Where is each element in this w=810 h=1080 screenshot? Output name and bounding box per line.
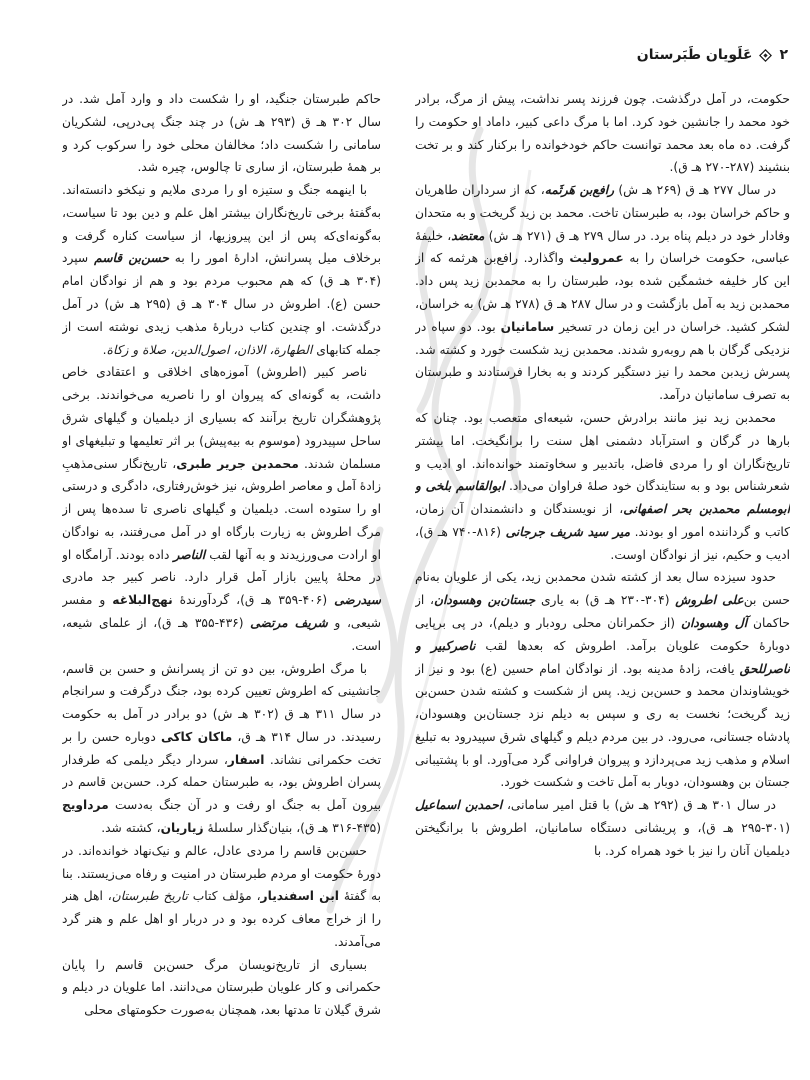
text-run: یافت، زادهٔ مدینه بود. از نوادگان امام حسین (ع) بود و نیز از خویشاوندان محمد و حسن‌بن زید. پس از شکست و کشته شدن حسن‌بن زید گریخت؛ نخست به ری و سپس به دیلم نزد جستان‌بن وهسودان، پادشاه جستانی، می‌رود. در بین مردم دیلم و گیلهای شرق سپیدرود به تبلیغ اسلام و مذهب زید می‌پردازد و پیروان فراوانی گرد می‌آورد. او با پشتیبانی جستان بن وهسودان، دوبار به آمل تاخت و شکست خورد.: [415, 661, 790, 790]
bold-term: احمدبن اسماعیل: [415, 798, 503, 813]
bold-term: شریف مرتضی: [250, 615, 328, 630]
paragraph: [62, 361, 381, 657]
text-run: ، مؤلف کتاب: [187, 889, 261, 904]
bold-term: معتضد: [451, 228, 485, 243]
text-run: و مفسر شیعی، و: [62, 593, 381, 630]
bold-term: مرداویج: [62, 798, 109, 813]
text-run: ، خلیفهٔ عباسی، حکومت خراسان را به: [415, 228, 790, 266]
bold-term: عمرولیث: [569, 251, 624, 266]
text-run: (۴۳۶-۳۵۵ هـ ق)، از علمای شیعه، است.: [62, 615, 381, 653]
bold-term: رافع‌بن هَرثَمه: [544, 183, 615, 198]
bold-term: آل وهسودان: [681, 615, 748, 630]
text-run: حدود سیزده سال بعد از کشته شدن محمدبن زید، یکی از علویان به‌نام حسن بن‌: [415, 570, 790, 608]
left-column: [62, 88, 381, 1056]
bold-term: ماکان کاکی: [160, 729, 233, 744]
text-run: ، تاریخ‌نگار سنی‌مذهبِ زادهٔ آمل و معاصر اطروش، نیز خوش‌رفتاری، دادگری و درستی او را ستوده است. دیلمیان و گیلهای ناصری تا سده‌ها پس از مرگ اطروش به زیارت بارگاه او در آمل می‌رفتند، به نوادگان او ارادت می‌ورزیدند و به آنها لقب: [62, 456, 381, 562]
bold-term: اسفار: [227, 752, 265, 767]
text-run: واگذارد. رافع‌بن هرثمه که از این کار خلیفه خشمگین شده بود، طبرستان را به محمدبن زید پس داد. محمدبن زید به آمل بازگشت و در سال ۲۸۷ هـ ق (۲۷۸ هـ ش) به خراسان، لشکر کشید. خراسان در این زمان در تسخیر: [415, 251, 790, 334]
text-run: بسیاری از تاریخ‌نویسان مرگ حسن‌بن قاسم را پایان حکمرانی و کار علویان طبرستان می‌دانند. اما علویان در دیلم و شرق گیلان تا مدتها بعد، همچنان به‌صورت حکومتهای محلی: [62, 957, 381, 1018]
running-title: عَلَویان طَبَرستان: [636, 47, 753, 63]
paragraph: [415, 566, 790, 794]
paragraph: [415, 407, 790, 566]
text-run: ، کشته شد.: [101, 821, 161, 835]
paragraph: [62, 954, 381, 1022]
bold-term: نهج‌البلاغه: [112, 593, 173, 608]
bold-term: علی اطروش: [675, 593, 744, 608]
text-run: بود. دو سپاه در نزدیکی گرگان با هم روبه‌رو شدند. محمدبن زید شکست خورد و کشته شد. پسرش زیدبن محمد را نیز دستگیر کردند و به بخارا فرستادند و طبرستان به تصرف سامانیان درآمد.: [415, 319, 790, 403]
text-run: ، که از سرداران طاهریان و حاکم خراسان بود، به طبرستان تاخت. محمد بن زید گریخت و به متحدان وفادار خود در دیلم پناه برد. در سال ۲۷۹ هـ ق (۲۷۱ هـ ش): [415, 183, 790, 243]
diamond-icon: [760, 49, 773, 62]
paragraph: [62, 88, 381, 179]
text-columns: [62, 88, 790, 1056]
paragraph: [62, 658, 381, 840]
bold-term: ابوالقاسم بلخی و ابومسلم محمدبن بحر اصفهانی: [415, 479, 790, 517]
bold-term: جستان‌بن وهسودان: [434, 593, 536, 608]
bold-term: سیدرضی: [334, 593, 381, 608]
italic-term: الطهارة، الاذان، اصول‌الدین، صلاة و زکاة: [106, 342, 313, 357]
text-run: حکومت، در آمل درگذشت. چون فرزند پسر نداشت، پیش از مرگ، برادر خود محمد را جانشین خود کرد. اما با مرگ داعی کبیر، داماد او حکومت را گرفت. ده ماه بعد محمد توانست حاکم خودخوانده را برکنار کند و بر تخت بنشیند (۲۸۷-۲۷۰ هـ ق).: [415, 92, 790, 175]
paragraph: [415, 88, 790, 179]
text-run: (۳۰۱-۲۹۵ هـ ق)، و پریشانی دستگاه سامانیان، اطروش با برانگیختن دیلمیان آنان را نیز با خود همراه کرد. با: [415, 821, 790, 858]
bold-term: زیاریان: [160, 821, 204, 835]
text-run: در سال ۳۰۱ هـ ق (۲۹۲ هـ ش) با قتل امیر سامانی،: [502, 798, 777, 813]
text-run: ناصر کبیر (اطروش) آموزه‌های اخلاقی و اعتقادی خاص داشت، به گونه‌ای که پیروان او را ناصریه می‌خواندند. برخی پژوهشگران تاریخ برآنند که بسیاری از دیلمیان و گیلهای شرق ساحل سپیدرود (موسوم به بیه‌پیش) بر اثر تعلیمها و تبلیغهای او مسلمان شدند.: [62, 365, 381, 471]
right-column: [415, 88, 790, 1056]
text-run: محمدبن زید نیز مانند برادرش حسن، شیعه‌ای متعصب بود. چنان که بارها در گرگان و استرآباد دشمنی اهل سنت را برانگیخت. اما بیشتر تاریخ‌نگاران او را مردی فاضل، باتدبیر و سخاوتمند خوانده‌اند. او ادیب و شعرشناس بود و به ستایندگان خود صلهٔ فراوان می‌داد.: [415, 410, 790, 494]
text-run: حاکم طبرستان جنگید، او را شکست داد و وارد آمل شد. در سال ۳۰۲ هـ ق (۲۹۳ هـ ش) در چند جنگ پی‌درپی، لشکریان سامانی را شکست داد؛ مخالفان محلی خود را سرکوب کرد و بر همهٔ طبرستان، از ساری تا چالوس، چیره شد.: [62, 92, 381, 175]
bold-term: ناصرکبیر و ناصرللحق: [415, 638, 790, 676]
text-run: دوباره حسن را بر تخت حکمرانی نشاند.: [62, 729, 381, 767]
text-run: در سال ۲۷۷ هـ ق (۲۶۹ هـ ش): [614, 183, 776, 198]
text-run: حسن‌بن قاسم را مردی عادل، عالم و نیک‌نهاد خوانده‌اند. در دورهٔ حکومت او مردم طبرستان در امنیت و رفاه می‌زیستند. بنا به گفتهٔ: [62, 843, 381, 904]
text-run: با مرگ اطروش، بین دو تن از پسرانش و حسن بن قاسم، جانشینی که اطروش تعیین کرده بود، جنگ درگرفت و سرانجام در سال ۳۱۱ هـ ق (۳۰۲ هـ ش) دو برادر در آمل به حکومت رسیدند. در سال ۳۱۴ هـ ق،: [62, 661, 381, 744]
text-run: با اینهمه جنگ و ستیزه او را مردی ملایم و نیکخو دانسته‌اند. به‌گفتهٔ برخی تاریخ‌نگاران بیشتر اهل علم و دین بود تا سیاست، به‌گونه‌ای‌که پس از این پیروزیها، از سیاست کناره گرفت و برخلاف میل پسرانش، ادارهٔ امور را به: [62, 183, 381, 266]
italic-term: تاریخ طبرستان: [111, 889, 188, 904]
text-run: (۸۱۶-۷۴۰ هـ ق)، ادیب و حکیم، نیز از نوادگان اوست.: [415, 524, 790, 562]
bold-term: الناصر: [173, 547, 206, 562]
text-run: (از حکمرانان محلی رودبار و دیلم)، در پی برپایی دوبارهٔ حکومت علویان برآمد. اطروش که بعدها لقب: [415, 615, 790, 653]
text-run: (۳۰۴-۲۳۰ هـ ق) به یاری: [535, 593, 676, 608]
text-run: ، سردار دیگر دیلمی که طرفدار پسران اطروش بود، به طبرستان حمله کرد. حسن‌بن قاسم در بیرون آمل به جنگ او رفت و در آن جنگ به‌دست: [62, 752, 381, 813]
text-run: داده بودند. آرامگاه او در محلهٔ پایین بازار آمل قرار دارد. ناصر کبیر جد مادری: [62, 547, 381, 585]
text-run: ، از حاکمان: [415, 593, 790, 630]
bold-term: میر سید شریف جرجانی: [505, 524, 631, 539]
page-number: ۲: [779, 47, 788, 63]
bold-term: سامانیان: [500, 319, 555, 334]
text-run: سپرد (۳۰۴ هـ ق) که هم محبوب مردم بود و هم از نوادگان امام حسن (ع). اطروش در سال ۳۰۴ هـ ق (۲۹۵ هـ ش) در آمل درگذشت. او چندین کتاب دربارهٔ مذهب زیدی نوشته است از جمله کتابهای: [62, 251, 381, 357]
text-run: (۴۳۵-۳۱۶ هـ ق)، بنیان‌گذار سلسلهٔ: [203, 821, 381, 835]
paragraph: [62, 840, 381, 954]
bold-term: حسن‌بن قاسم: [94, 251, 169, 266]
paragraph: [62, 179, 381, 361]
paragraph: [415, 179, 790, 407]
bold-term: محمدبن جریر طبری: [176, 456, 299, 471]
text-run: ، اهل هنر را از خراج معاف کرده بود و در دربار او اهل علم و هنر گرد می‌آمدند.: [62, 889, 381, 949]
text-run: .: [102, 342, 107, 357]
paragraph: [415, 794, 790, 862]
bold-term: ابن اسفندیار: [260, 889, 339, 904]
text-run: (۴۰۶-۳۵۹ هـ ق)، گردآورندهٔ: [172, 593, 335, 608]
running-header: [637, 47, 788, 63]
text-run: ، از نویسندگان و دانشمندان آن زمان، کاتب و گرداننده امور او بودند.: [415, 502, 790, 539]
